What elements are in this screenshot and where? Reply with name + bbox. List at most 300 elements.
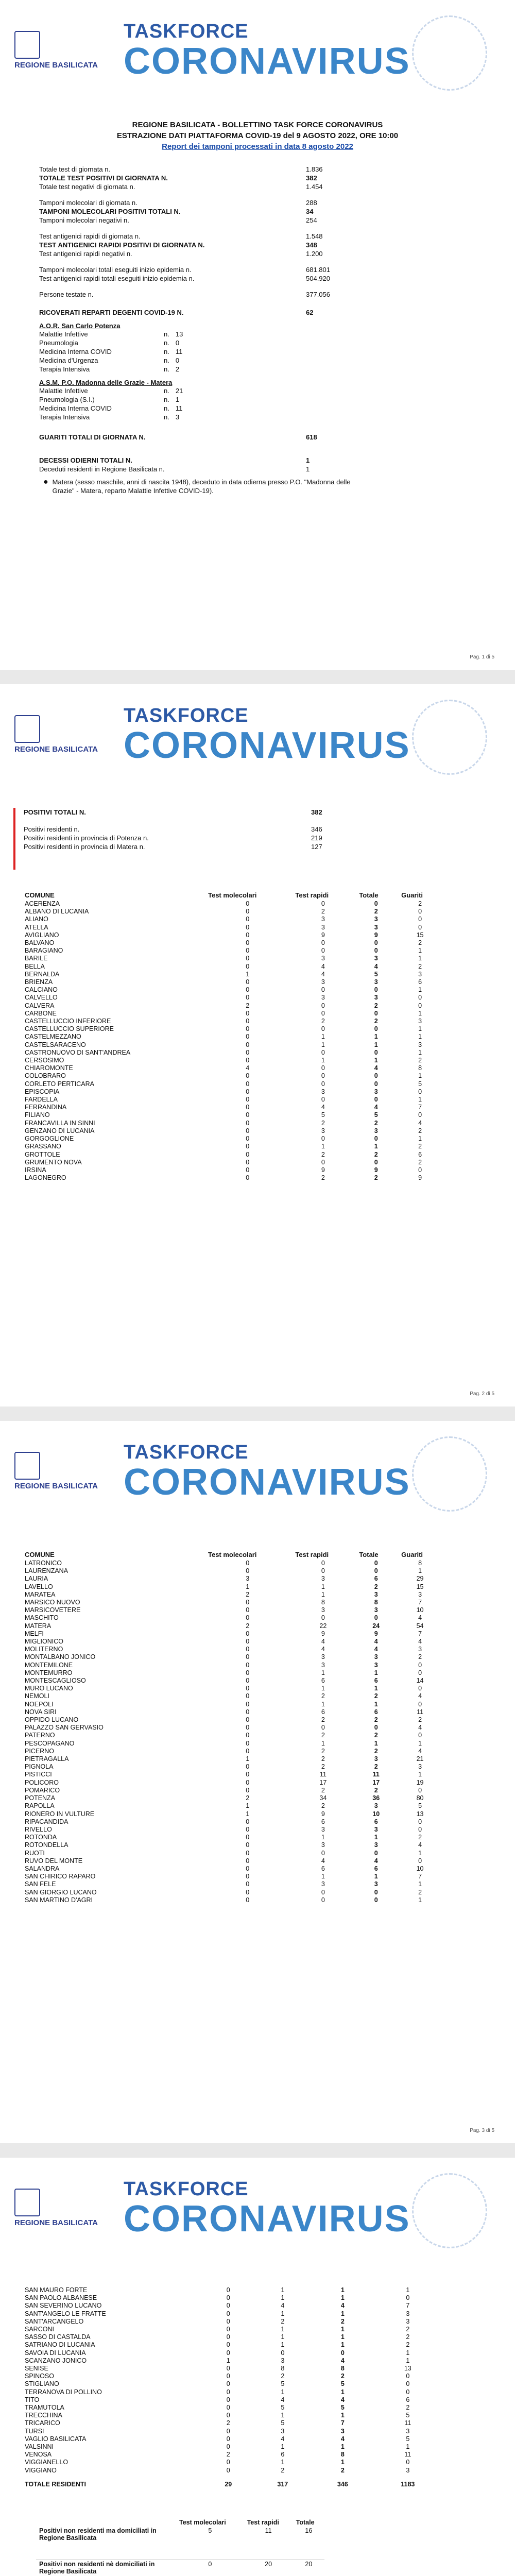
recovered-cell: 1 — [418, 1033, 422, 1041]
comune-cell: GRASSANO — [25, 1143, 61, 1150]
total-cell: 2 — [340, 2317, 345, 2325]
table-row — [21, 1653, 443, 1661]
recovered-cell: 1 — [406, 2357, 410, 2364]
rapid-cell: 1 — [321, 1669, 325, 1676]
total-cell: 2 — [340, 2372, 345, 2380]
recovered-cell: 4 — [418, 1747, 422, 1755]
total-cell: 1 — [340, 2333, 345, 2341]
comune-cell: SAN GIORGIO LUCANO — [25, 1888, 97, 1896]
table-row — [21, 1630, 443, 1638]
summary-row: Positivi non residenti ma domiciliati in Regione Basilicata 5 11 16 — [36, 2527, 324, 2560]
total-cell: 4 — [340, 2396, 345, 2403]
table-row — [21, 1794, 443, 1802]
total-cell: 4 — [340, 2357, 345, 2364]
molecular-cell: 0 — [246, 1786, 250, 1794]
molecular-cell: 0 — [226, 2349, 230, 2357]
rapid-cell: 8 — [281, 2365, 285, 2372]
comune-cell: MARATEA — [25, 1590, 56, 1598]
table-row — [21, 1606, 443, 1614]
table-row — [21, 2349, 443, 2357]
summary-table — [36, 2518, 324, 2576]
recovered-cell: 0 — [418, 916, 422, 923]
molecular-cell: 0 — [226, 2380, 230, 2388]
total-cell: 1 — [374, 1669, 378, 1676]
molecular-cell: 0 — [246, 1685, 250, 1692]
recovered-cell: 4 — [418, 1119, 422, 1127]
ward-row: Medicina Interna COVID n. 11 — [39, 404, 183, 412]
molecular-cell: 0 — [246, 1700, 250, 1708]
table-row — [21, 1850, 443, 1857]
total-cell: 4 — [374, 962, 378, 970]
table-row — [21, 2428, 443, 2435]
recovered-cell: 9 — [418, 1174, 422, 1182]
rapid-cell: 5 — [281, 2380, 285, 2388]
stat-row: Totale test di giornata n. 1.836 — [39, 165, 323, 173]
table-row — [21, 1889, 443, 1896]
comune-cell: SAN FELE — [25, 1880, 56, 1888]
total-cell: 2 — [374, 1763, 378, 1771]
rapid-cell: 0 — [321, 1614, 325, 1622]
comune-cell: AVIGLIANO — [25, 931, 59, 939]
rapid-cell: 5 — [321, 1111, 325, 1119]
recovered-cell: 0 — [418, 1685, 422, 1692]
rapid-cell: 4 — [281, 2396, 285, 2403]
rapid-cell: 0 — [321, 1567, 325, 1575]
rapid-cell: 0 — [321, 947, 325, 955]
recovered-cell: 14 — [416, 1677, 424, 1685]
comune-cell: SALANDRA — [25, 1865, 60, 1872]
molecular-cell: 0 — [246, 1158, 250, 1166]
total-cell: 0 — [340, 2349, 345, 2357]
table-row — [21, 1096, 443, 1104]
rapid-cell: 4 — [321, 1646, 325, 1653]
table-row — [21, 2443, 443, 2451]
recovered-cell: 0 — [418, 1825, 422, 1833]
total-cell: 5 — [340, 2380, 345, 2388]
table-row — [21, 2365, 443, 2372]
comune-cell: GORGOGLIONE — [25, 1135, 74, 1143]
recovered-cell: 1 — [418, 1771, 422, 1778]
stat-row: DECESSI ODIERNI TOTALI N. 1 — [39, 456, 310, 464]
table-row — [21, 1064, 443, 1072]
comune-cell: SARCONI — [25, 2326, 54, 2333]
recovered-cell: 2 — [406, 2333, 410, 2341]
stat-row: RICOVERATI REPARTI DEGENTI COVID-19 N. 62 — [39, 309, 314, 316]
rapid-cell: 5 — [281, 2419, 285, 2427]
comune-cell: VALSINNI — [25, 2443, 54, 2451]
stat-row: Test antigenici rapidi di giornata n. 1.548 — [39, 232, 323, 240]
comune-cell: ROTONDELLA — [25, 1841, 68, 1849]
total-cell: 1 — [374, 1143, 378, 1150]
table-row — [21, 1677, 443, 1685]
total-cell: 0 — [374, 1849, 378, 1857]
stat-row: Positivi residenti in provincia di Matera n. 127 — [24, 843, 322, 851]
comune-cell: NOEPOLI — [25, 1700, 54, 1708]
total-cell: 0 — [374, 947, 378, 955]
comune-cell: VAGLIO BASILICATA — [25, 2435, 87, 2443]
molecular-cell: 0 — [246, 1630, 250, 1637]
total-cell: 2 — [374, 1018, 378, 1025]
molecular-cell: 0 — [226, 2404, 230, 2412]
table-row — [21, 1716, 443, 1724]
molecular-cell: 1 — [246, 1583, 250, 1590]
comune-cell: SANT'ARCANGELO — [25, 2317, 84, 2325]
comune-cell: ATELLA — [25, 923, 48, 931]
recovered-cell: 2 — [406, 2326, 410, 2333]
recovered-cell: 11 — [404, 2419, 411, 2427]
total-cell: 3 — [374, 1088, 378, 1095]
molecular-cell: 0 — [246, 1739, 250, 1747]
rapid-cell: 9 — [321, 1810, 325, 1818]
comune-cell: RIPACANDIDA — [25, 1818, 68, 1825]
table-row — [21, 2435, 443, 2443]
total-cell: 1 — [340, 2341, 345, 2349]
rapid-cell: 0 — [321, 1080, 325, 1088]
molecular-cell: 0 — [226, 2443, 230, 2451]
comune-cell: GENZANO DI LUCANIA — [25, 1127, 95, 1134]
total-cell: 8 — [374, 1599, 378, 1606]
rapid-cell: 9 — [321, 931, 325, 939]
rapid-cell: 2 — [321, 1763, 325, 1771]
table-row — [21, 2419, 443, 2427]
recovered-cell: 29 — [416, 1575, 424, 1583]
rapid-cell: 4 — [321, 962, 325, 970]
recovered-cell: 1 — [406, 2349, 410, 2357]
rapid-cell: 3 — [321, 994, 325, 1002]
rapid-cell: 3 — [321, 1653, 325, 1661]
molecular-cell: 1 — [246, 1810, 250, 1818]
table-row — [21, 1072, 443, 1080]
rapid-cell: 1 — [281, 2294, 285, 2302]
ward-row: Terapia Intensiva n. 2 — [39, 365, 180, 373]
total-cell: 3 — [374, 923, 378, 931]
recovered-cell: 1 — [418, 1048, 422, 1056]
recovered-cell: 5 — [418, 1802, 422, 1810]
table-row — [21, 2357, 443, 2365]
recovered-cell: 3 — [418, 1646, 422, 1653]
page-3 — [0, 1421, 515, 2143]
table-row — [21, 1583, 443, 1591]
stat-row: TAMPONI MOLECOLARI POSITIVI TOTALI N. 34 — [39, 208, 314, 215]
rapid-cell: 1 — [281, 2326, 285, 2333]
table-row — [21, 1810, 443, 1818]
ward-row: Medicina Interna COVID n. 11 — [39, 348, 183, 355]
molecular-cell: 0 — [246, 1677, 250, 1685]
table-row — [21, 947, 443, 955]
recovered-cell: 0 — [406, 2459, 410, 2466]
comune-cell: NEMOLI — [25, 1692, 49, 1700]
total-cell: 0 — [374, 1072, 378, 1080]
rapid-cell: 0 — [321, 1135, 325, 1143]
molecular-cell: 2 — [246, 1590, 250, 1598]
page-header — [0, 1421, 515, 1539]
table-row — [21, 1826, 443, 1834]
stats-block — [36, 165, 355, 495]
total-cell: 1 — [340, 2443, 345, 2451]
table-row — [21, 1591, 443, 1599]
recovered-cell: 2 — [406, 2341, 410, 2349]
molecular-cell: 0 — [246, 908, 250, 916]
recovered-cell: 13 — [416, 1810, 424, 1818]
total-cell: 1 — [340, 2286, 345, 2294]
recovered-cell: 6 — [418, 978, 422, 986]
rapid-cell: 1 — [321, 1834, 325, 1841]
total-cell: 0 — [374, 1158, 378, 1166]
comune-cell: MONTEMURRO — [25, 1669, 73, 1676]
comune-cell: STIGLIANO — [25, 2380, 59, 2388]
recovered-cell: 0 — [418, 1166, 422, 1174]
comune-cell: SASSO DI CASTALDA — [25, 2333, 91, 2341]
rapid-cell: 3 — [321, 1575, 325, 1583]
rapid-cell: 17 — [319, 1778, 327, 1786]
rapid-cell: 1 — [321, 1685, 325, 1692]
molecular-cell: 0 — [246, 1150, 250, 1158]
rapid-cell: 1 — [321, 1057, 325, 1064]
comune-cell: SAN MARTINO D'AGRI — [25, 1896, 93, 1904]
comune-cell: PICERNO — [25, 1747, 54, 1755]
total-cell: 4 — [340, 2435, 345, 2443]
rapid-cell: 2 — [321, 1018, 325, 1025]
recovered-cell: 1 — [418, 1096, 422, 1104]
table-row — [21, 916, 443, 923]
total-cell: 4 — [374, 1857, 378, 1865]
table-row — [21, 1120, 443, 1127]
recovered-table — [36, 433, 355, 442]
comune-cell: MURO LUCANO — [25, 1685, 73, 1692]
recovered-cell: 1 — [418, 1880, 422, 1888]
comune-cell: MOLITERNO — [25, 1646, 63, 1653]
rapid-cell: 0 — [321, 939, 325, 947]
molecular-cell: 0 — [226, 2412, 230, 2419]
rapid-cell: 0 — [321, 900, 325, 907]
molecular-cell: 0 — [246, 1127, 250, 1134]
virus-decoration-icon — [412, 700, 487, 775]
rapid-cell: 4 — [321, 1104, 325, 1111]
recovered-cell: 0 — [418, 908, 422, 916]
bulletin-title: REGIONE BASILICATA - BOLLETTINO TASK FORCE CORONAVIRUS — [132, 121, 383, 129]
table-row — [21, 2459, 443, 2466]
total-cell: 1 — [374, 1700, 378, 1708]
molecular-cell: 0 — [246, 1646, 250, 1653]
molecular-cell: 2 — [226, 2451, 230, 2459]
table-row — [21, 978, 443, 986]
molecular-cell: 1 — [246, 1802, 250, 1810]
rapid-cell: 3 — [321, 923, 325, 931]
molecular-cell: 0 — [226, 2286, 230, 2294]
comune-cell: MONTEMILONE — [25, 1661, 73, 1669]
molecular-cell: 0 — [246, 1778, 250, 1786]
recovered-cell: 15 — [416, 931, 424, 939]
total-cell: 8 — [340, 2365, 345, 2372]
comune-cell: ALBANO DI LUCANIA — [25, 908, 89, 916]
recovered-cell: 3 — [418, 1018, 422, 1025]
comune-cell: CASTELLUCCIO INFERIORE — [25, 1018, 111, 1025]
rapid-cell: 1 — [321, 1583, 325, 1590]
table-row — [21, 1755, 443, 1763]
rapid-cell: 5 — [281, 2404, 285, 2412]
total-cell: 3 — [374, 1606, 378, 1614]
comune-cell: RIVELLO — [25, 1825, 52, 1833]
molecular-cell: 0 — [246, 1041, 250, 1048]
stat-row: Tamponi molecolari totali eseguiti inizio epidemia n. 681.801 — [39, 266, 330, 274]
comune-cell: LAURENZANA — [25, 1567, 68, 1575]
molecular-cell: 0 — [226, 2396, 230, 2403]
molecular-cell: 4 — [246, 1064, 250, 1072]
total-cell: 8 — [340, 2451, 345, 2459]
table-row — [21, 2341, 443, 2349]
comune-cell: POTENZA — [25, 1794, 56, 1802]
molecular-cell: 0 — [246, 1080, 250, 1088]
rapid-cell: 0 — [321, 1096, 325, 1104]
molecular-cell: 0 — [246, 1009, 250, 1017]
molecular-cell: 2 — [226, 2419, 230, 2427]
molecular-cell: 0 — [246, 1614, 250, 1622]
recovered-cell: 0 — [418, 994, 422, 1002]
molecular-cell: 0 — [246, 986, 250, 994]
total-cell: 2 — [374, 1150, 378, 1158]
rapid-cell: 2 — [281, 2372, 285, 2380]
recovered-cell: 1 — [418, 986, 422, 994]
rapid-cell: 4 — [321, 1638, 325, 1646]
death-note: ● Matera (sesso maschile, anni di nascita 1948), deceduto in data odierna presso P.O. "Madonna delle Grazie" - Matera, reparto Malattie Infettive COVID-19). — [43, 478, 351, 495]
total-cell: 1 — [340, 2310, 345, 2317]
recovered-cell: 5 — [406, 2412, 410, 2419]
table-row — [21, 1080, 443, 1088]
table-row — [21, 986, 443, 994]
recovered-cell: 1 — [418, 1072, 422, 1080]
comune-cell: TURSI — [25, 2427, 44, 2435]
molecular-cell: 0 — [226, 2326, 230, 2333]
rapid-cell: 1 — [281, 2412, 285, 2419]
rapid-cell: 3 — [321, 978, 325, 986]
stat-row: Positivi residenti n. 346 — [24, 825, 322, 833]
molecular-cell: 0 — [246, 1880, 250, 1888]
total-cell: 3 — [340, 2427, 345, 2435]
recovered-cell: 0 — [418, 1669, 422, 1676]
rapid-cell: 3 — [321, 1841, 325, 1849]
rapid-cell: 1 — [281, 2388, 285, 2396]
total-cell: 0 — [374, 900, 378, 907]
rapid-cell: 1 — [281, 2341, 285, 2349]
stat-row: Test antigenici rapidi negativi n. 1.200 — [39, 250, 323, 258]
rapid-cell: 3 — [321, 1606, 325, 1614]
rapid-cell: 0 — [321, 1064, 325, 1072]
page-header — [0, 684, 515, 803]
molecular-cell: 0 — [226, 2435, 230, 2443]
table-row — [21, 939, 443, 947]
molecular-cell: 0 — [246, 1849, 250, 1857]
total-cell: 9 — [374, 1166, 378, 1174]
recovered-cell: 3 — [406, 2466, 410, 2474]
comune-cell: RAPOLLA — [25, 1802, 55, 1810]
molecular-cell: 0 — [246, 1599, 250, 1606]
rapid-cell: 34 — [319, 1794, 327, 1802]
total-cell: 4 — [340, 2302, 345, 2310]
rapid-cell: 2 — [321, 1802, 325, 1810]
recovered-cell: 19 — [416, 1778, 424, 1786]
comune-cell: TERRANOVA DI POLLINO — [25, 2388, 102, 2396]
comune-cell: CARBONE — [25, 1009, 57, 1017]
table-row — [21, 1166, 443, 1174]
table-row — [21, 1560, 443, 1567]
total-cell: 0 — [374, 939, 378, 947]
recovered-cell: 6 — [418, 1150, 422, 1158]
recovered-cell: 2 — [418, 1716, 422, 1724]
table-row — [21, 908, 443, 916]
bullet-icon: ● — [43, 478, 48, 486]
rapid-cell: 2 — [321, 1747, 325, 1755]
recovered-cell: 6 — [406, 2396, 410, 2403]
table-row — [21, 2318, 443, 2326]
recovered-cell: 15 — [416, 1583, 424, 1590]
table-row — [21, 1692, 443, 1700]
rapid-cell: 3 — [281, 2427, 285, 2435]
total-cell: 1 — [340, 2388, 345, 2396]
page-1 — [0, 0, 515, 670]
recovered-cell: 5 — [418, 1080, 422, 1088]
recovered-cell: 0 — [418, 1857, 422, 1865]
comune-cell: MIGLIONICO — [25, 1638, 64, 1646]
molecular-cell: 0 — [246, 1096, 250, 1104]
molecular-cell: 0 — [246, 931, 250, 939]
ward-row: Medicina d'Urgenza n. 0 — [39, 357, 180, 364]
molecular-cell: 0 — [246, 1048, 250, 1056]
table-row — [21, 2333, 443, 2341]
comune-cell: BERNALDA — [25, 970, 60, 978]
ward-row: Terapia Intensiva n. 3 — [39, 413, 180, 421]
recovered-cell: 3 — [406, 2427, 410, 2435]
total-cell: 5 — [374, 970, 378, 978]
molecular-cell: 3 — [246, 1575, 250, 1583]
comune-cell: FARDELLA — [25, 1096, 58, 1104]
positives-table — [21, 808, 360, 851]
total-cell: 1 — [340, 2294, 345, 2302]
comune-cell: POMARICO — [25, 1786, 60, 1794]
ward-row: Malattie Infettive n. 21 — [39, 387, 183, 395]
molecular-cell: 0 — [246, 1692, 250, 1700]
molecular-cell: 0 — [226, 2388, 230, 2396]
recovered-cell: 0 — [418, 1002, 422, 1009]
comune-cell: CHIAROMONTE — [25, 1064, 73, 1072]
table-row — [21, 931, 443, 939]
molecular-cell: 0 — [246, 1732, 250, 1739]
recovered-cell: 1 — [418, 955, 422, 962]
summary-row: Positivi non residenti nè domiciliati in Regione Basilicata 0 20 20 — [36, 2560, 324, 2576]
total-cell: 3 — [374, 1590, 378, 1598]
molecular-cell: 0 — [246, 947, 250, 955]
recovered-cell: 2 — [406, 2404, 410, 2412]
molecular-cell: 0 — [246, 1111, 250, 1119]
rapid-cell: 1 — [281, 2310, 285, 2317]
total-cell: 2 — [374, 1174, 378, 1182]
rapid-cell: 2 — [281, 2466, 285, 2474]
molecular-cell: 0 — [246, 1119, 250, 1127]
total-cell: 2 — [374, 1716, 378, 1724]
table-row — [21, 1002, 443, 1010]
recovered-cell: 54 — [416, 1622, 424, 1630]
total-cell: 3 — [374, 1653, 378, 1661]
recovered-cell: 8 — [418, 1560, 422, 1567]
table-row — [21, 1041, 443, 1049]
rapid-cell: 0 — [321, 1025, 325, 1033]
rapid-cell: 3 — [321, 1880, 325, 1888]
table-row — [21, 1174, 443, 1182]
molecular-cell: 0 — [246, 1166, 250, 1174]
total-cell: 2 — [374, 1692, 378, 1700]
recovered-cell: 1 — [406, 2443, 410, 2451]
taskforce-logo: TASKFORCE CORONAVIRUS — [124, 21, 410, 82]
page-separator — [0, 2143, 515, 2158]
